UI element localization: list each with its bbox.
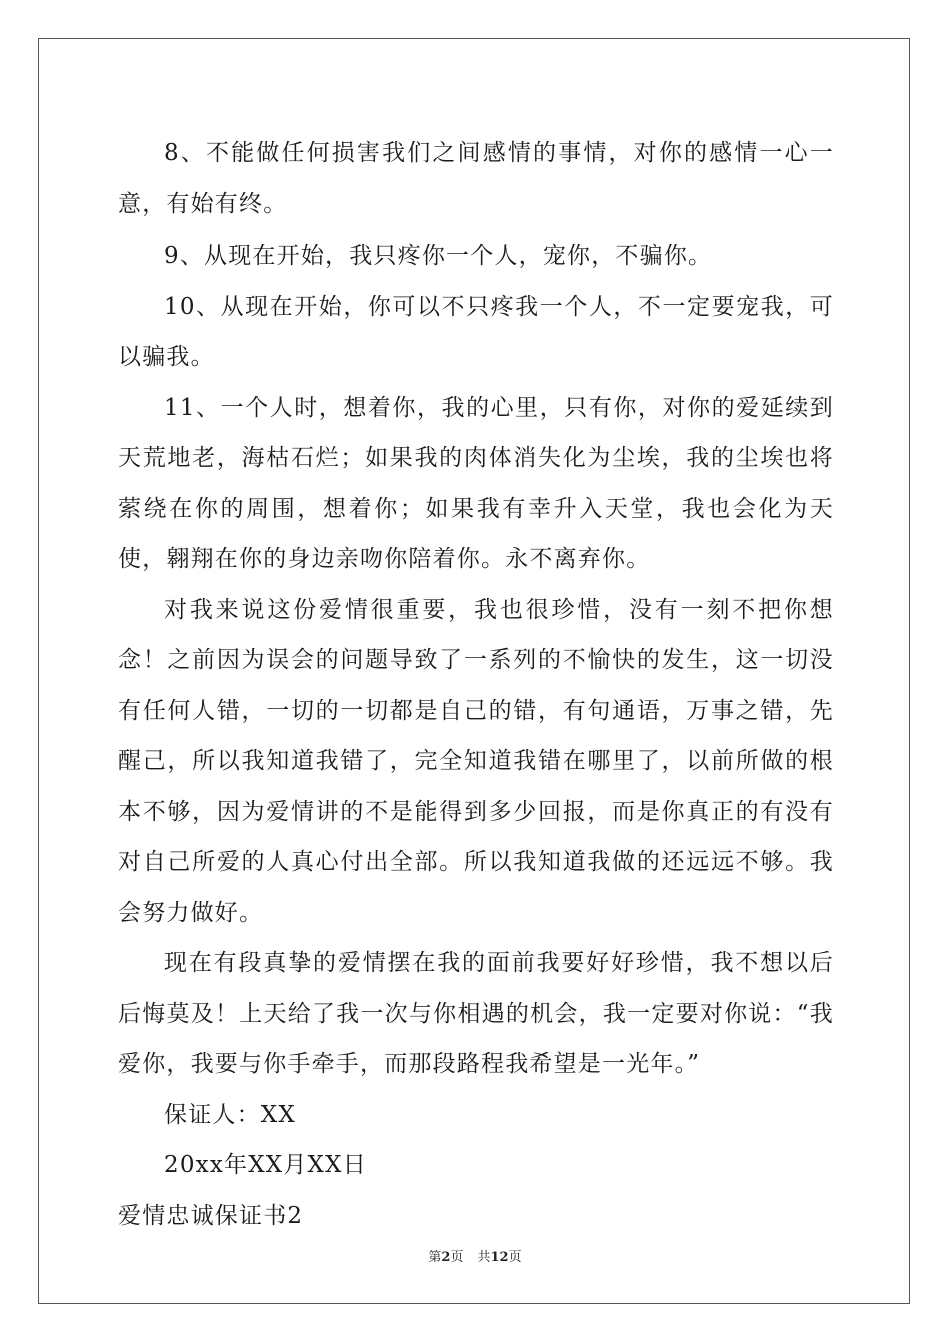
paragraph-cherish: 现在有段真挚的爱情摆在我的面前我要好好珍惜，我不想以后后悔莫及！上天给了我一次与你相遇的机会，我一定要对你说：“我爱你，我要与你手牵手，而那段路程我希望是一光年。”: [118, 950, 834, 1077]
document-body: [118, 128, 834, 1241]
total-page-count: 12: [490, 1250, 509, 1265]
paragraph-item-11: 11、一个人时，想着你，我的心里，只有你，对你的爱延续到天荒地老，海枯石烂；如果我的肉体消失化为尘埃，我的尘埃也将萦绕在你的周围，想着你；如果我有幸升入天堂，我也会化为天使，翱翔在你的身边亲吻你陪着你。永不离弃你。: [118, 394, 834, 572]
total-prefix: 共: [477, 1250, 491, 1265]
paragraph-importance: 对我来说这份爱情很重要，我也很珍惜，没有一刻不把你想念！之前因为误会的问题导致了一系列的不愉快的发生，这一切没有任何人错，一切的一切都是自己的错，有句通语，万事之错，先醒己，所以我知道我错了，完全知道我错在哪里了，以前所做的根本不够，因为爱情讲的不是能得到多少回报，而是你真正的有没有对自己所爱的人真心付出全部。所以我知道我做的还远远不够。我会努力做好。: [118, 596, 834, 926]
signature-date: 20xx年XX月XX日: [164, 1152, 367, 1178]
paragraph-item-10: 10、从现在开始，你可以不只疼我一个人，不一定要宠我，可以骗我。: [118, 293, 834, 370]
paragraph-item-9: 9、从现在开始，我只疼你一个人，宠你，不骗你。: [164, 243, 713, 269]
next-document-title: 爱情忠诚保证书2: [118, 1202, 304, 1229]
page-prefix: 第: [428, 1250, 442, 1265]
total-suffix: 页: [508, 1250, 522, 1265]
page-footer: [0, 1246, 950, 1265]
guarantor-signature: 保证人：XX: [164, 1101, 296, 1128]
page-suffix: 页: [450, 1250, 464, 1265]
current-page-number: 2: [441, 1250, 451, 1265]
paragraph-item-8: 8、不能做任何损害我们之间感情的事情，对你的感情一心一意，有始有终。: [118, 140, 834, 217]
